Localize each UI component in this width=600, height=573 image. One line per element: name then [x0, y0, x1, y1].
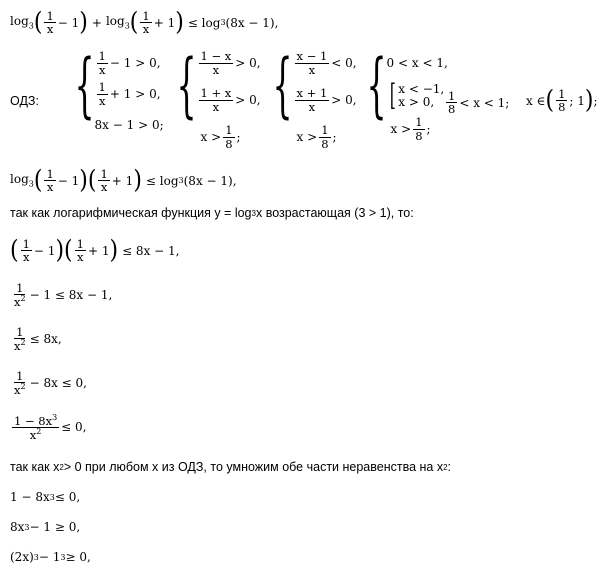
- inequality-combined: $\log_3$ ( $\frac{1}{x}$ − 1 ) ( $\frac{1}{x}$ + 1 ) ≤ log 3 (8x − 1),: [10, 165, 237, 195]
- inequality-step-6: $\frac{1}{x^2}$ − 1 ≤ 8x − 1,: [14, 281, 113, 309]
- inequality-step-7: $\frac{1}{x^2}$ ≤ 8x,: [14, 325, 62, 353]
- paren-close: ): [79, 7, 88, 37]
- system-3: { $\frac{x - 1}{x}$ < 0, $\frac{x + 1}{x}$ > 0, x > $\frac{1}{8}$ ;: [272, 44, 357, 151]
- inequality-step-8: $\frac{1}{x^2}$ − 8x ≤ 0,: [14, 369, 87, 397]
- log-1: $\log_3$: [10, 14, 34, 31]
- inequality-step-11: 1 − 8x 3 ≤ 0,: [10, 490, 81, 504]
- inequality-step-9: $\frac{1 - 8x^3}{x^2}$ ≤ 0,: [14, 413, 87, 442]
- odz-result-set: x ∈ ( $\frac{1}{8}$ ; 1 ) ;: [526, 85, 598, 115]
- inequality-step-13: (2x) 3 − 1 3 ≥ 0,: [10, 550, 91, 564]
- odz-result-interval: $\frac{1}{8}$ < x < 1;: [448, 89, 510, 117]
- fraction: $\frac{1}{x}$: [46, 9, 54, 37]
- plus: +: [91, 15, 102, 30]
- system-4: { 0 < x < 1, [ x < −1, x > 0, x > $\frac{1}{8}$ ;: [366, 44, 448, 143]
- system-1: { $\frac{1}{x}$ − 1 > 0, $\frac{1}{x}$ + 1 > 0, 8x − 1 > 0;: [74, 44, 164, 132]
- minus-one: − 1: [57, 15, 80, 30]
- rhs-arg: (8x − 1),: [225, 15, 279, 30]
- inequality-product: ( $\frac{1}{x}$ − 1 ) ( $\frac{1}{x}$ + 1 ) ≤ 8x − 1,: [10, 235, 180, 265]
- explanation-monotonic: так как логарифмическая функция y = log 3 x возрастающая (3 > 1), то:: [10, 206, 414, 220]
- rhs-log: ≤ log: [187, 15, 221, 30]
- fraction: $\frac{1}{x}$: [142, 9, 150, 37]
- odz-label: ОДЗ:: [10, 94, 39, 108]
- paren-open: (: [33, 7, 43, 37]
- plus-one: + 1: [153, 15, 176, 30]
- inequality-step-12: 8x 3 − 1 ≥ 0,: [10, 520, 81, 534]
- brace: {: [74, 44, 95, 126]
- log-2: $\log_3$: [105, 14, 130, 31]
- paren-open: (: [129, 7, 139, 37]
- system-2: { $\frac{1 - x}{x}$ > 0, $\frac{1 + x}{x}$ > 0, x > $\frac{1}{8}$ ;: [176, 44, 261, 151]
- paren-close: ): [175, 7, 184, 37]
- inequality-original: $\log_3$ ( $\frac{1}{x}$ − 1 ) + $\log_3$ ( $\frac{1}{x}$ + 1 ) ≤ log 3 (8x − 1),: [10, 7, 279, 37]
- explanation-multiply: так как x 2 > 0 при любом x из ОДЗ, то умножим обе части неравенства на x 2 :: [10, 460, 452, 474]
